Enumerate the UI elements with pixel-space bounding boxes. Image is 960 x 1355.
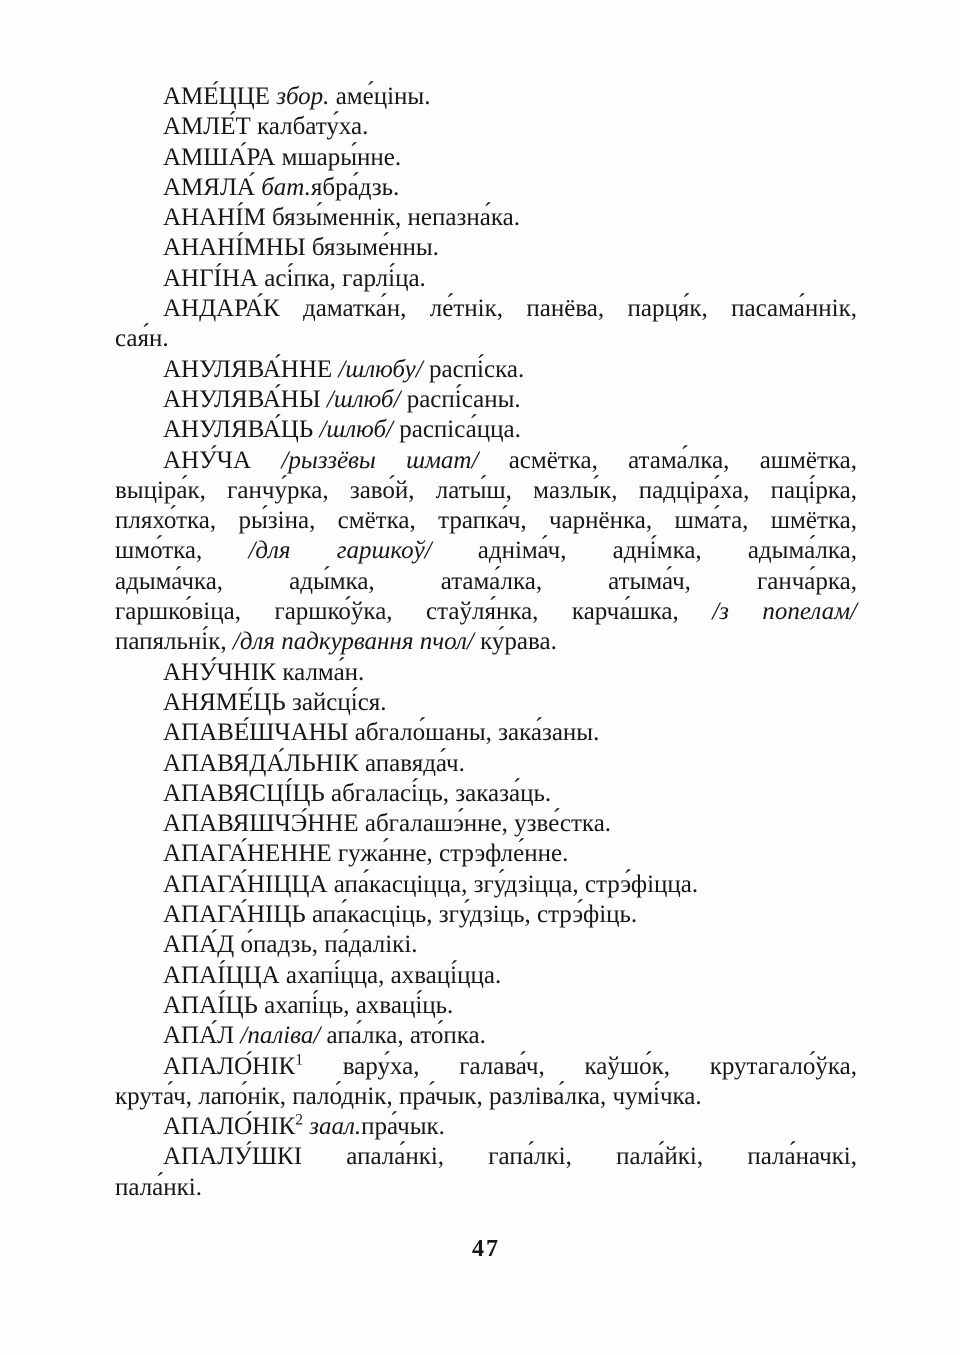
text-run: аме́ціны.: [329, 83, 431, 110]
text-run: АНУЛЯВА́ЦЬ: [163, 416, 320, 444]
dictionary-entry-line: [115, 1142, 857, 1172]
text-run: /шлюб/: [326, 385, 401, 413]
dictionary-entry-line: [115, 567, 857, 597]
dictionary-entry-line: [115, 173, 857, 203]
text-run: АНУ́ЧНІК калма́н.: [163, 658, 365, 686]
text-run: АПА́Л: [163, 1022, 241, 1050]
text-run: АНГІ́НА асі́пка, гарлі́ца.: [163, 264, 426, 292]
dictionary-entry-line: [115, 143, 857, 173]
text-run: АНЯМЕ́ЦЬ зайсці́ся.: [163, 688, 387, 716]
dictionary-entry-line: [115, 991, 857, 1021]
text-run: АНАНІ́М бязы́меннік, непазна́ка.: [163, 204, 520, 232]
dictionary-entry-line: [115, 355, 857, 385]
dictionary-entry-line: [115, 82, 857, 112]
text-run: АНУЛЯВА́ННЕ: [163, 355, 339, 383]
dictionary-entry-line: [115, 688, 857, 718]
text-run: АМЯЛА́: [163, 173, 262, 201]
dictionary-entry-line: [115, 536, 857, 566]
dictionary-entry-line: [115, 1112, 857, 1142]
dictionary-entry-line: [115, 415, 857, 445]
text-run: АНУ́ЧА: [163, 446, 282, 474]
text-run: /шлюбу/: [338, 355, 423, 383]
dictionary-entry-line: [115, 294, 857, 324]
text-run: АПАІ́ЦЬ ахапі́ць, ахваці́ць.: [163, 991, 454, 1019]
text-run: АПА́Д о́падзь, па́далікі.: [163, 931, 418, 959]
text-run: крута́ч, лапо́нік, пало́днік, пра́чык, разліва́лка, чумі́чка.: [115, 1082, 702, 1110]
text-run: гаршко́віца, гаршко́ўка, стаўля́нка, карча́шка,: [115, 598, 713, 626]
text-run: пра́чык.: [361, 1113, 445, 1141]
dictionary-entry-line: [115, 839, 857, 869]
text-run: АПАІ́ЦЦА ахапі́цца, ахваці́цца.: [163, 961, 502, 989]
dictionary-entry-line: [115, 718, 857, 748]
text-run: збор.: [276, 83, 330, 110]
text-run: шмо́тка,: [115, 537, 249, 565]
text-run: АПАВЕ́ШЧАНЫ абгало́шаны, зака́заны.: [163, 719, 600, 747]
text-run: АПАВЯШЧЭ́ННЕ абгалашэ́нне, узве́стка.: [163, 810, 612, 838]
text-run: заал.: [309, 1113, 362, 1141]
dictionary-text-block: [115, 82, 857, 1203]
dictionary-entry-line: [115, 597, 857, 627]
dictionary-entry-line: [115, 749, 857, 779]
dictionary-entry-line: [115, 324, 857, 354]
text-run: асмётка, атама́лка, ашмётка,: [478, 446, 857, 474]
text-run: /для падкурвання пчол/: [232, 628, 474, 656]
text-run: распіса́цца.: [392, 416, 521, 444]
dictionary-entry-line: [115, 112, 857, 142]
dictionary-entry-line: [115, 1052, 857, 1082]
text-run: АМЕ́ЦЦЕ: [163, 83, 277, 110]
dictionary-entry-line: [115, 930, 857, 960]
text-run: вару́ха, галава́ч, каўшо́к, крутагало́ўка,: [302, 1052, 857, 1080]
text-run: распі́саны.: [400, 385, 521, 413]
dictionary-entry-line: [115, 658, 857, 688]
text-run: АНУЛЯВА́НЫ: [163, 385, 327, 413]
dictionary-entry-line: [115, 203, 857, 233]
dictionary-entry-line: [115, 627, 857, 657]
text-run: АПАГА́НІЦЦА апа́касціцца, згу́дзіцца, стрэ́фіцца.: [163, 870, 699, 898]
dictionary-entry-line: [115, 1021, 857, 1051]
text-run: АНАНІ́МНЫ бязыме́нны.: [163, 234, 439, 262]
text-run: пала́нкі.: [115, 1173, 202, 1201]
dictionary-entry-line: [115, 1082, 857, 1112]
dictionary-entry-line: [115, 1173, 857, 1203]
dictionary-entry-line: [115, 900, 857, 930]
dictionary-entry-line: [115, 961, 857, 991]
dictionary-entry-line: [115, 809, 857, 839]
text-run: адыма́чка, ады́мка, атама́лка, атыма́ч, ганча́рка,: [115, 567, 857, 595]
text-run: /шлюб/: [319, 416, 393, 444]
text-run: АПАВЯДА́ЛЬНІК апавяда́ч.: [163, 749, 465, 777]
text-run: /для гаршкоў/: [248, 537, 432, 565]
text-run: АМЛЕ́Т калбату́ха.: [163, 113, 369, 141]
text-run: /паліва/: [240, 1022, 321, 1050]
page-number: 47: [472, 1236, 500, 1262]
text-run: /з попелам/: [712, 598, 857, 626]
text-run: пляхо́тка, ры́зіна, смётка, трапка́ч, чарнёнка, шма́та, шмётка,: [115, 507, 857, 535]
dictionary-entry-line: [115, 233, 857, 263]
text-run: АПАВЯСЦІ́ЦЬ абгаласі́ць, заказа́ць.: [163, 779, 552, 807]
text-run: АМША́РА мшары́нне.: [163, 143, 402, 171]
text-run: распі́ска.: [422, 355, 525, 383]
text-run: АПАЛО́НІК: [163, 1113, 296, 1141]
dictionary-entry-line: [115, 870, 857, 900]
dictionary-entry-line: [115, 264, 857, 294]
homonym-superscript: 2: [295, 1111, 303, 1129]
text-run: АНДАРА́К даматка́н, ле́тнік, панёва, парця́к, пасама́ннік,: [163, 295, 857, 323]
text-run: АПАЛО́НІК: [163, 1052, 296, 1080]
text-run: адніма́ч, адні́мка, адыма́лка,: [431, 537, 858, 565]
text-run: папяльні́к,: [115, 628, 233, 656]
text-run: выціра́к, ганчу́рка, заво́й, латы́ш, мазлы́к, падціра́ха, паці́рка,: [115, 476, 857, 504]
text-run: АПАГА́НІЦЬ апа́касціць, згу́дзіць, стрэ́фіць.: [163, 901, 638, 929]
dictionary-entry-line: [115, 446, 857, 476]
text-run: ку́рава.: [473, 628, 557, 656]
text-run: АПАЛУ́ШКІ апала́нкі, гапа́лкі, пала́йкі, пала́начкі,: [163, 1143, 857, 1171]
text-run: сая́н.: [115, 325, 169, 353]
text-run: бат.: [261, 173, 311, 201]
dictionary-entry-line: [115, 506, 857, 536]
text-run: апа́лка, ато́пка.: [320, 1022, 486, 1050]
text-run: АПАГА́НЕННЕ гужа́нне, стрэфле́нне.: [163, 840, 569, 868]
dictionary-entry-line: [115, 779, 857, 809]
dictionary-entry-line: [115, 385, 857, 415]
homonym-superscript: 1: [295, 1051, 303, 1069]
text-run: ябра́дзь.: [310, 173, 400, 201]
text-run: /рыззёвы шмат/: [281, 446, 479, 474]
dictionary-entry-line: [115, 476, 857, 506]
